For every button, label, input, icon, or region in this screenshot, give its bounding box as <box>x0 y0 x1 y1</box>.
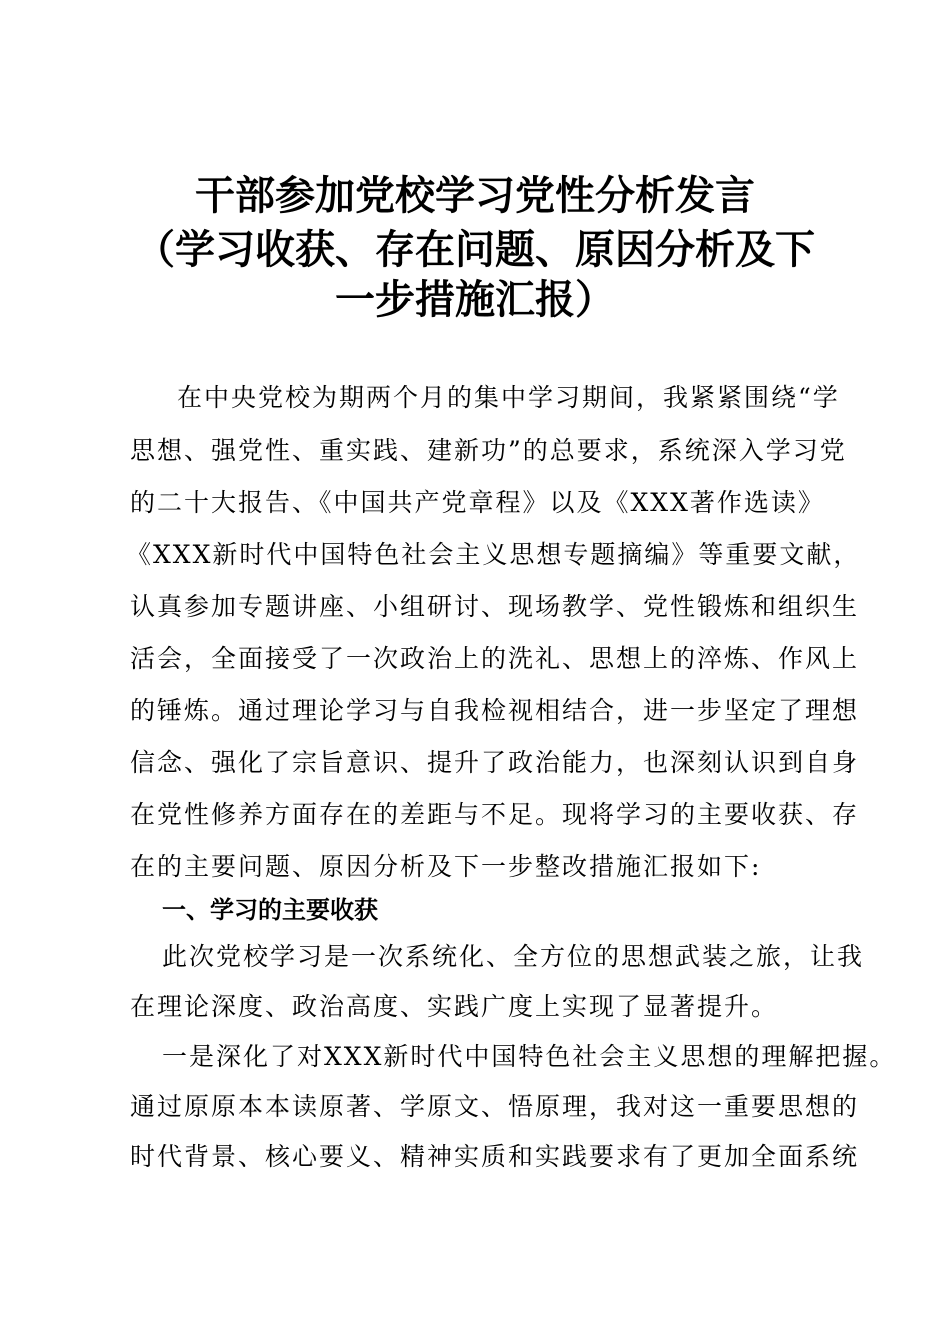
document-title-line-2: （学习收获、存在问题、原因分析及下 <box>135 227 815 273</box>
intro-line-1: 在中央党校为期两个月的集中学习期间，我紧紧围绕“学 <box>150 383 840 412</box>
intro-line-5: 认真参加专题讲座、小组研讨、现场教学、党性锻炼和组织生 <box>130 592 860 621</box>
intro-line-4: 《XXX新时代中国特色社会主义思想专题摘编》等重要文献， <box>126 540 861 569</box>
intro-line-9: 在党性修养方面存在的差距与不足。现将学习的主要收获、存 <box>130 800 860 829</box>
intro-line-7: 的锤炼。通过理论学习与自我检视相结合，进一步坚定了理想 <box>130 696 860 725</box>
intro-line-10: 在的主要问题、原因分析及下一步整改措施汇报如下: <box>130 852 762 881</box>
intro-line-3: 的二十大报告、《中国共产党章程》以及《XXX著作选读》 <box>130 488 825 517</box>
document-title-line-1: 干部参加党校学习党性分析发言 <box>195 173 755 219</box>
document-title-line-3: 一步措施汇报） <box>335 277 615 323</box>
section-1-line-1: 此次党校学习是一次系统化、全方位的思想武装之旅，让我 <box>162 942 865 971</box>
section-1-line-2: 在理论深度、政治高度、实践广度上实现了显著提升。 <box>130 992 779 1021</box>
intro-line-6: 活会，全面接受了一次政治上的洗礼、思想上的淬炼、作风上 <box>130 644 860 673</box>
intro-line-8: 信念、强化了宗旨意识、提升了政治能力，也深刻认识到自身 <box>130 748 860 777</box>
point-1-line-3: 时代背景、核心要义、精神实质和实践要求有了更加全面系统 <box>130 1142 860 1171</box>
point-1-line-2: 通过原原本本读原著、学原文、悟原理，我对这一重要思想的 <box>130 1092 860 1121</box>
intro-line-2: 思想、强党性、重实践、建新功”的总要求，系统深入学习党 <box>130 436 847 465</box>
section-heading-main-gains: 一、学习的主要收获 <box>162 896 378 924</box>
point-1-line-1: 一是深化了对XXX新时代中国特色社会主义思想的理解把握。 <box>162 1042 897 1071</box>
